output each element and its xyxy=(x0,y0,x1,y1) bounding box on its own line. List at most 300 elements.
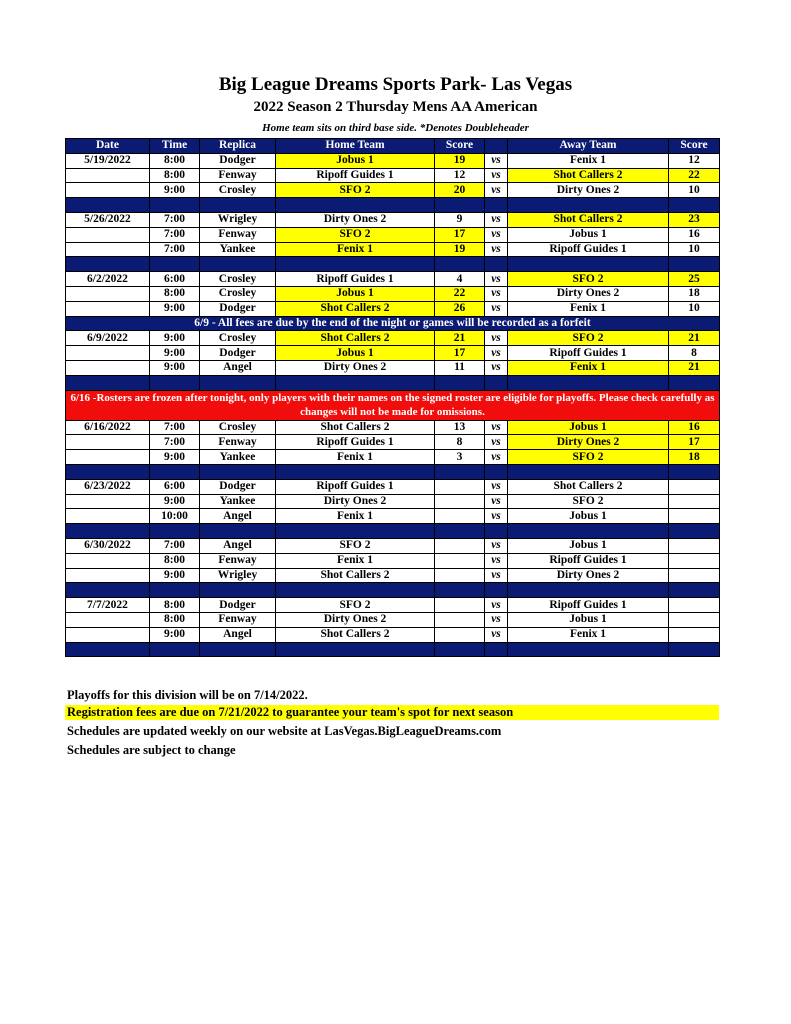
vs-label: vs xyxy=(485,212,508,227)
vs-label: vs xyxy=(485,612,508,627)
game-time: 10:00 xyxy=(150,509,200,524)
game-row xyxy=(66,553,720,568)
away-team: Fenix 1 xyxy=(508,301,669,316)
home-score: 11 xyxy=(435,360,485,375)
separator-row xyxy=(66,198,720,213)
col-header-home-team: Home Team xyxy=(276,139,435,154)
game-time: 7:00 xyxy=(150,538,200,553)
separator-cell xyxy=(435,642,485,657)
game-row xyxy=(66,509,720,524)
home-team: Dirty Ones 2 xyxy=(276,212,435,227)
game-time: 9:00 xyxy=(150,450,200,465)
game-date xyxy=(66,553,150,568)
game-field: Fenway xyxy=(200,227,276,242)
away-score xyxy=(669,612,720,627)
game-date xyxy=(66,494,150,509)
game-field: Dodger xyxy=(200,598,276,613)
game-field: Wrigley xyxy=(200,212,276,227)
game-time: 8:00 xyxy=(150,612,200,627)
separator-cell xyxy=(200,375,276,390)
home-team: Jobus 1 xyxy=(276,286,435,301)
separator-cell xyxy=(508,524,669,539)
game-row xyxy=(66,450,720,465)
home-team: Fenix 1 xyxy=(276,450,435,465)
separator-cell xyxy=(150,375,200,390)
vs-label: vs xyxy=(485,553,508,568)
game-field: Crosley xyxy=(200,183,276,198)
page-subtitle: 2022 Season 2 Thursday Mens AA American xyxy=(253,99,538,115)
vs-label: vs xyxy=(485,479,508,494)
game-time: 7:00 xyxy=(150,420,200,435)
separator-row xyxy=(66,583,720,598)
home-score: 20 xyxy=(435,183,485,198)
game-date xyxy=(66,168,150,183)
game-date xyxy=(66,450,150,465)
game-date xyxy=(66,242,150,257)
fee-notice-row xyxy=(66,316,720,331)
game-date xyxy=(66,568,150,583)
game-date: 6/9/2022 xyxy=(66,331,150,346)
change-note: Schedules are subject to change xyxy=(67,743,236,757)
game-row xyxy=(66,183,720,198)
vs-label: vs xyxy=(485,272,508,287)
game-field: Angel xyxy=(200,360,276,375)
home-team: Ripoff Guides 1 xyxy=(276,272,435,287)
away-team: SFO 2 xyxy=(508,272,669,287)
separator-cell xyxy=(485,642,508,657)
game-field: Wrigley xyxy=(200,568,276,583)
vs-label: vs xyxy=(485,153,508,168)
game-date xyxy=(66,509,150,524)
game-time: 8:00 xyxy=(150,598,200,613)
home-team: Shot Callers 2 xyxy=(276,568,435,583)
game-time: 6:00 xyxy=(150,479,200,494)
separator-cell xyxy=(435,464,485,479)
game-row xyxy=(66,598,720,613)
game-date: 6/2/2022 xyxy=(66,272,150,287)
home-team: Shot Callers 2 xyxy=(276,420,435,435)
vs-label: vs xyxy=(485,598,508,613)
game-date xyxy=(66,612,150,627)
col-header-replica: Replica xyxy=(200,139,276,154)
separator-cell xyxy=(485,524,508,539)
away-team: Jobus 1 xyxy=(508,538,669,553)
separator-cell xyxy=(66,464,150,479)
away-team: Jobus 1 xyxy=(508,227,669,242)
separator-cell xyxy=(200,464,276,479)
game-field: Fenway xyxy=(200,168,276,183)
separator-cell xyxy=(435,583,485,598)
separator-cell xyxy=(508,375,669,390)
away-score: 16 xyxy=(669,227,720,242)
home-team: Dirty Ones 2 xyxy=(276,494,435,509)
away-team: Ripoff Guides 1 xyxy=(508,242,669,257)
home-score: 19 xyxy=(435,242,485,257)
separator-cell xyxy=(508,642,669,657)
game-row xyxy=(66,286,720,301)
game-field: Yankee xyxy=(200,494,276,509)
game-time: 8:00 xyxy=(150,153,200,168)
away-team: Fenix 1 xyxy=(508,627,669,642)
game-time: 9:00 xyxy=(150,301,200,316)
away-team: Ripoff Guides 1 xyxy=(508,553,669,568)
away-team: Dirty Ones 2 xyxy=(508,435,669,450)
away-score: 8 xyxy=(669,346,720,361)
game-row xyxy=(66,346,720,361)
col-header-away-team: Away Team xyxy=(508,139,669,154)
separator-cell xyxy=(66,642,150,657)
separator-row xyxy=(66,375,720,390)
game-row xyxy=(66,420,720,435)
home-team: SFO 2 xyxy=(276,183,435,198)
away-team: SFO 2 xyxy=(508,450,669,465)
separator-cell xyxy=(669,198,720,213)
away-score xyxy=(669,494,720,509)
away-score xyxy=(669,538,720,553)
away-team: Ripoff Guides 1 xyxy=(508,598,669,613)
col-header-home-score: Score xyxy=(435,139,485,154)
away-score xyxy=(669,568,720,583)
vs-label: vs xyxy=(485,494,508,509)
home-team: SFO 2 xyxy=(276,227,435,242)
game-date xyxy=(66,227,150,242)
game-time: 9:00 xyxy=(150,627,200,642)
away-team: Dirty Ones 2 xyxy=(508,183,669,198)
home-score: 21 xyxy=(435,331,485,346)
vs-label: vs xyxy=(485,360,508,375)
away-score: 21 xyxy=(669,360,720,375)
schedule-table xyxy=(65,138,720,657)
roster-alert-text: 6/16 -Rosters are frozen after tonight, only players with their names on the signed roster are eligible for playoffs. Please check carefully as changes will not be made for omissions. xyxy=(66,390,720,420)
separator-cell xyxy=(200,642,276,657)
game-time: 8:00 xyxy=(150,168,200,183)
away-team: Shot Callers 2 xyxy=(508,168,669,183)
game-row xyxy=(66,568,720,583)
game-field: Fenway xyxy=(200,435,276,450)
game-row xyxy=(66,272,720,287)
away-team: SFO 2 xyxy=(508,494,669,509)
separator-cell xyxy=(276,198,435,213)
game-date: 5/26/2022 xyxy=(66,212,150,227)
separator-cell xyxy=(276,524,435,539)
home-score xyxy=(435,494,485,509)
schedule-body xyxy=(66,153,720,657)
game-time: 8:00 xyxy=(150,286,200,301)
home-team: Jobus 1 xyxy=(276,153,435,168)
game-time: 8:00 xyxy=(150,553,200,568)
separator-cell xyxy=(150,257,200,272)
vs-label: vs xyxy=(485,301,508,316)
home-team: Ripoff Guides 1 xyxy=(276,435,435,450)
separator-cell xyxy=(66,198,150,213)
roster-alert-row xyxy=(66,390,720,420)
separator-cell xyxy=(150,464,200,479)
away-team: Jobus 1 xyxy=(508,509,669,524)
away-score: 10 xyxy=(669,301,720,316)
home-score xyxy=(435,598,485,613)
game-row xyxy=(66,538,720,553)
game-row xyxy=(66,301,720,316)
home-score: 19 xyxy=(435,153,485,168)
home-team: Fenix 1 xyxy=(276,242,435,257)
separator-cell xyxy=(276,642,435,657)
separator-row xyxy=(66,524,720,539)
separator-cell xyxy=(150,198,200,213)
home-team: Shot Callers 2 xyxy=(276,627,435,642)
away-team: Shot Callers 2 xyxy=(508,212,669,227)
game-row xyxy=(66,153,720,168)
home-team: SFO 2 xyxy=(276,598,435,613)
game-row xyxy=(66,227,720,242)
separator-cell xyxy=(276,375,435,390)
game-row xyxy=(66,360,720,375)
home-score xyxy=(435,479,485,494)
separator-cell xyxy=(66,524,150,539)
separator-cell xyxy=(669,524,720,539)
game-field: Fenway xyxy=(200,553,276,568)
home-score: 4 xyxy=(435,272,485,287)
away-score: 10 xyxy=(669,183,720,198)
game-date: 6/30/2022 xyxy=(66,538,150,553)
away-score: 18 xyxy=(669,450,720,465)
separator-cell xyxy=(508,257,669,272)
home-score xyxy=(435,568,485,583)
game-row xyxy=(66,212,720,227)
vs-label: vs xyxy=(485,168,508,183)
separator-cell xyxy=(200,257,276,272)
game-field: Crosley xyxy=(200,286,276,301)
separator-cell xyxy=(150,583,200,598)
game-row xyxy=(66,494,720,509)
col-header-date: Date xyxy=(66,139,150,154)
away-team: SFO 2 xyxy=(508,331,669,346)
away-team: Fenix 1 xyxy=(508,360,669,375)
game-field: Fenway xyxy=(200,612,276,627)
home-score: 8 xyxy=(435,435,485,450)
away-score: 16 xyxy=(669,420,720,435)
game-field: Dodger xyxy=(200,479,276,494)
game-date xyxy=(66,435,150,450)
game-time: 7:00 xyxy=(150,212,200,227)
home-score xyxy=(435,627,485,642)
separator-cell xyxy=(435,257,485,272)
game-date xyxy=(66,286,150,301)
separator-cell xyxy=(435,198,485,213)
home-team: Ripoff Guides 1 xyxy=(276,168,435,183)
game-date xyxy=(66,360,150,375)
separator-cell xyxy=(435,524,485,539)
game-row xyxy=(66,168,720,183)
separator-cell xyxy=(508,583,669,598)
game-time: 9:00 xyxy=(150,346,200,361)
away-team: Fenix 1 xyxy=(508,153,669,168)
separator-cell xyxy=(276,464,435,479)
separator-cell xyxy=(200,198,276,213)
home-score: 12 xyxy=(435,168,485,183)
game-field: Crosley xyxy=(200,272,276,287)
home-team: SFO 2 xyxy=(276,538,435,553)
game-field: Angel xyxy=(200,538,276,553)
game-field: Yankee xyxy=(200,242,276,257)
home-score: 3 xyxy=(435,450,485,465)
home-team: Fenix 1 xyxy=(276,509,435,524)
separator-cell xyxy=(150,642,200,657)
game-date: 6/16/2022 xyxy=(66,420,150,435)
separator-cell xyxy=(66,583,150,598)
away-score xyxy=(669,479,720,494)
separator-cell xyxy=(66,375,150,390)
game-time: 9:00 xyxy=(150,183,200,198)
home-team: Dirty Ones 2 xyxy=(276,612,435,627)
game-time: 6:00 xyxy=(150,272,200,287)
registration-note: Registration fees are due on 7/21/2022 to guarantee your team's spot for next season xyxy=(65,705,719,720)
game-date: 7/7/2022 xyxy=(66,598,150,613)
home-team: Shot Callers 2 xyxy=(276,331,435,346)
away-score: 10 xyxy=(669,242,720,257)
game-time: 9:00 xyxy=(150,360,200,375)
game-row xyxy=(66,242,720,257)
vs-label: vs xyxy=(485,331,508,346)
page-note: Home team sits on third base side. *Denotes Doubleheader xyxy=(262,122,529,134)
game-field: Angel xyxy=(200,627,276,642)
away-score: 18 xyxy=(669,286,720,301)
home-score xyxy=(435,612,485,627)
game-field: Crosley xyxy=(200,420,276,435)
game-time: 7:00 xyxy=(150,227,200,242)
game-row xyxy=(66,612,720,627)
away-score: 22 xyxy=(669,168,720,183)
vs-label: vs xyxy=(485,568,508,583)
game-time: 9:00 xyxy=(150,331,200,346)
separator-cell xyxy=(485,464,508,479)
game-row xyxy=(66,627,720,642)
home-team: Fenix 1 xyxy=(276,553,435,568)
vs-label: vs xyxy=(485,242,508,257)
vs-label: vs xyxy=(485,509,508,524)
away-score: 23 xyxy=(669,212,720,227)
game-date: 5/19/2022 xyxy=(66,153,150,168)
vs-label: vs xyxy=(485,538,508,553)
home-score: 17 xyxy=(435,227,485,242)
vs-label: vs xyxy=(485,286,508,301)
separator-cell xyxy=(200,524,276,539)
game-field: Yankee xyxy=(200,450,276,465)
separator-cell xyxy=(276,257,435,272)
home-score: 9 xyxy=(435,212,485,227)
game-field: Dodger xyxy=(200,301,276,316)
away-team: Jobus 1 xyxy=(508,420,669,435)
away-score xyxy=(669,509,720,524)
home-score: 26 xyxy=(435,301,485,316)
game-row xyxy=(66,479,720,494)
separator-cell xyxy=(485,257,508,272)
game-field: Crosley xyxy=(200,331,276,346)
away-team: Jobus 1 xyxy=(508,612,669,627)
away-score xyxy=(669,627,720,642)
vs-label: vs xyxy=(485,183,508,198)
away-score: 21 xyxy=(669,331,720,346)
home-score: 22 xyxy=(435,286,485,301)
home-team: Jobus 1 xyxy=(276,346,435,361)
separator-cell xyxy=(508,464,669,479)
away-team: Dirty Ones 2 xyxy=(508,568,669,583)
col-header-vs xyxy=(485,139,508,154)
game-time: 7:00 xyxy=(150,242,200,257)
game-date xyxy=(66,183,150,198)
separator-cell xyxy=(485,198,508,213)
col-header-time: Time xyxy=(150,139,200,154)
separator-cell xyxy=(435,375,485,390)
away-score xyxy=(669,553,720,568)
home-score xyxy=(435,553,485,568)
home-team: Dirty Ones 2 xyxy=(276,360,435,375)
away-score: 17 xyxy=(669,435,720,450)
vs-label: vs xyxy=(485,435,508,450)
separator-cell xyxy=(669,583,720,598)
game-date xyxy=(66,627,150,642)
away-team: Ripoff Guides 1 xyxy=(508,346,669,361)
table-header-row xyxy=(66,139,720,154)
separator-cell xyxy=(485,583,508,598)
game-field: Dodger xyxy=(200,346,276,361)
vs-label: vs xyxy=(485,450,508,465)
vs-label: vs xyxy=(485,227,508,242)
away-score xyxy=(669,598,720,613)
vs-label: vs xyxy=(485,346,508,361)
page-title: Big League Dreams Sports Park- Las Vegas xyxy=(218,74,573,95)
updates-note: Schedules are updated weekly on our website at LasVegas.BigLeagueDreams.com xyxy=(67,724,502,738)
fee-notice-text: 6/9 - All fees are due by the end of the night or games will be recorded as a forfeit xyxy=(66,316,720,331)
away-score: 25 xyxy=(669,272,720,287)
separator-cell xyxy=(150,524,200,539)
separator-cell xyxy=(66,257,150,272)
separator-cell xyxy=(200,583,276,598)
separator-cell xyxy=(669,464,720,479)
separator-cell xyxy=(276,583,435,598)
separator-cell xyxy=(485,375,508,390)
away-team: Shot Callers 2 xyxy=(508,479,669,494)
game-row xyxy=(66,331,720,346)
game-time: 9:00 xyxy=(150,494,200,509)
game-date: 6/23/2022 xyxy=(66,479,150,494)
game-time: 7:00 xyxy=(150,435,200,450)
col-header-away-score: Score xyxy=(669,139,720,154)
game-field: Angel xyxy=(200,509,276,524)
separator-row xyxy=(66,642,720,657)
away-score: 12 xyxy=(669,153,720,168)
playoffs-note: Playoffs for this division will be on 7/14/2022. xyxy=(67,688,308,702)
game-field: Dodger xyxy=(200,153,276,168)
vs-label: vs xyxy=(485,420,508,435)
game-date xyxy=(66,346,150,361)
separator-row xyxy=(66,464,720,479)
game-time: 9:00 xyxy=(150,568,200,583)
vs-label: vs xyxy=(485,627,508,642)
home-team: Ripoff Guides 1 xyxy=(276,479,435,494)
separator-row xyxy=(66,257,720,272)
home-team: Shot Callers 2 xyxy=(276,301,435,316)
game-row xyxy=(66,435,720,450)
game-date xyxy=(66,301,150,316)
separator-cell xyxy=(669,257,720,272)
home-score: 17 xyxy=(435,346,485,361)
home-score xyxy=(435,538,485,553)
separator-cell xyxy=(669,375,720,390)
separator-cell xyxy=(669,642,720,657)
away-team: Dirty Ones 2 xyxy=(508,286,669,301)
home-score: 13 xyxy=(435,420,485,435)
separator-cell xyxy=(508,198,669,213)
